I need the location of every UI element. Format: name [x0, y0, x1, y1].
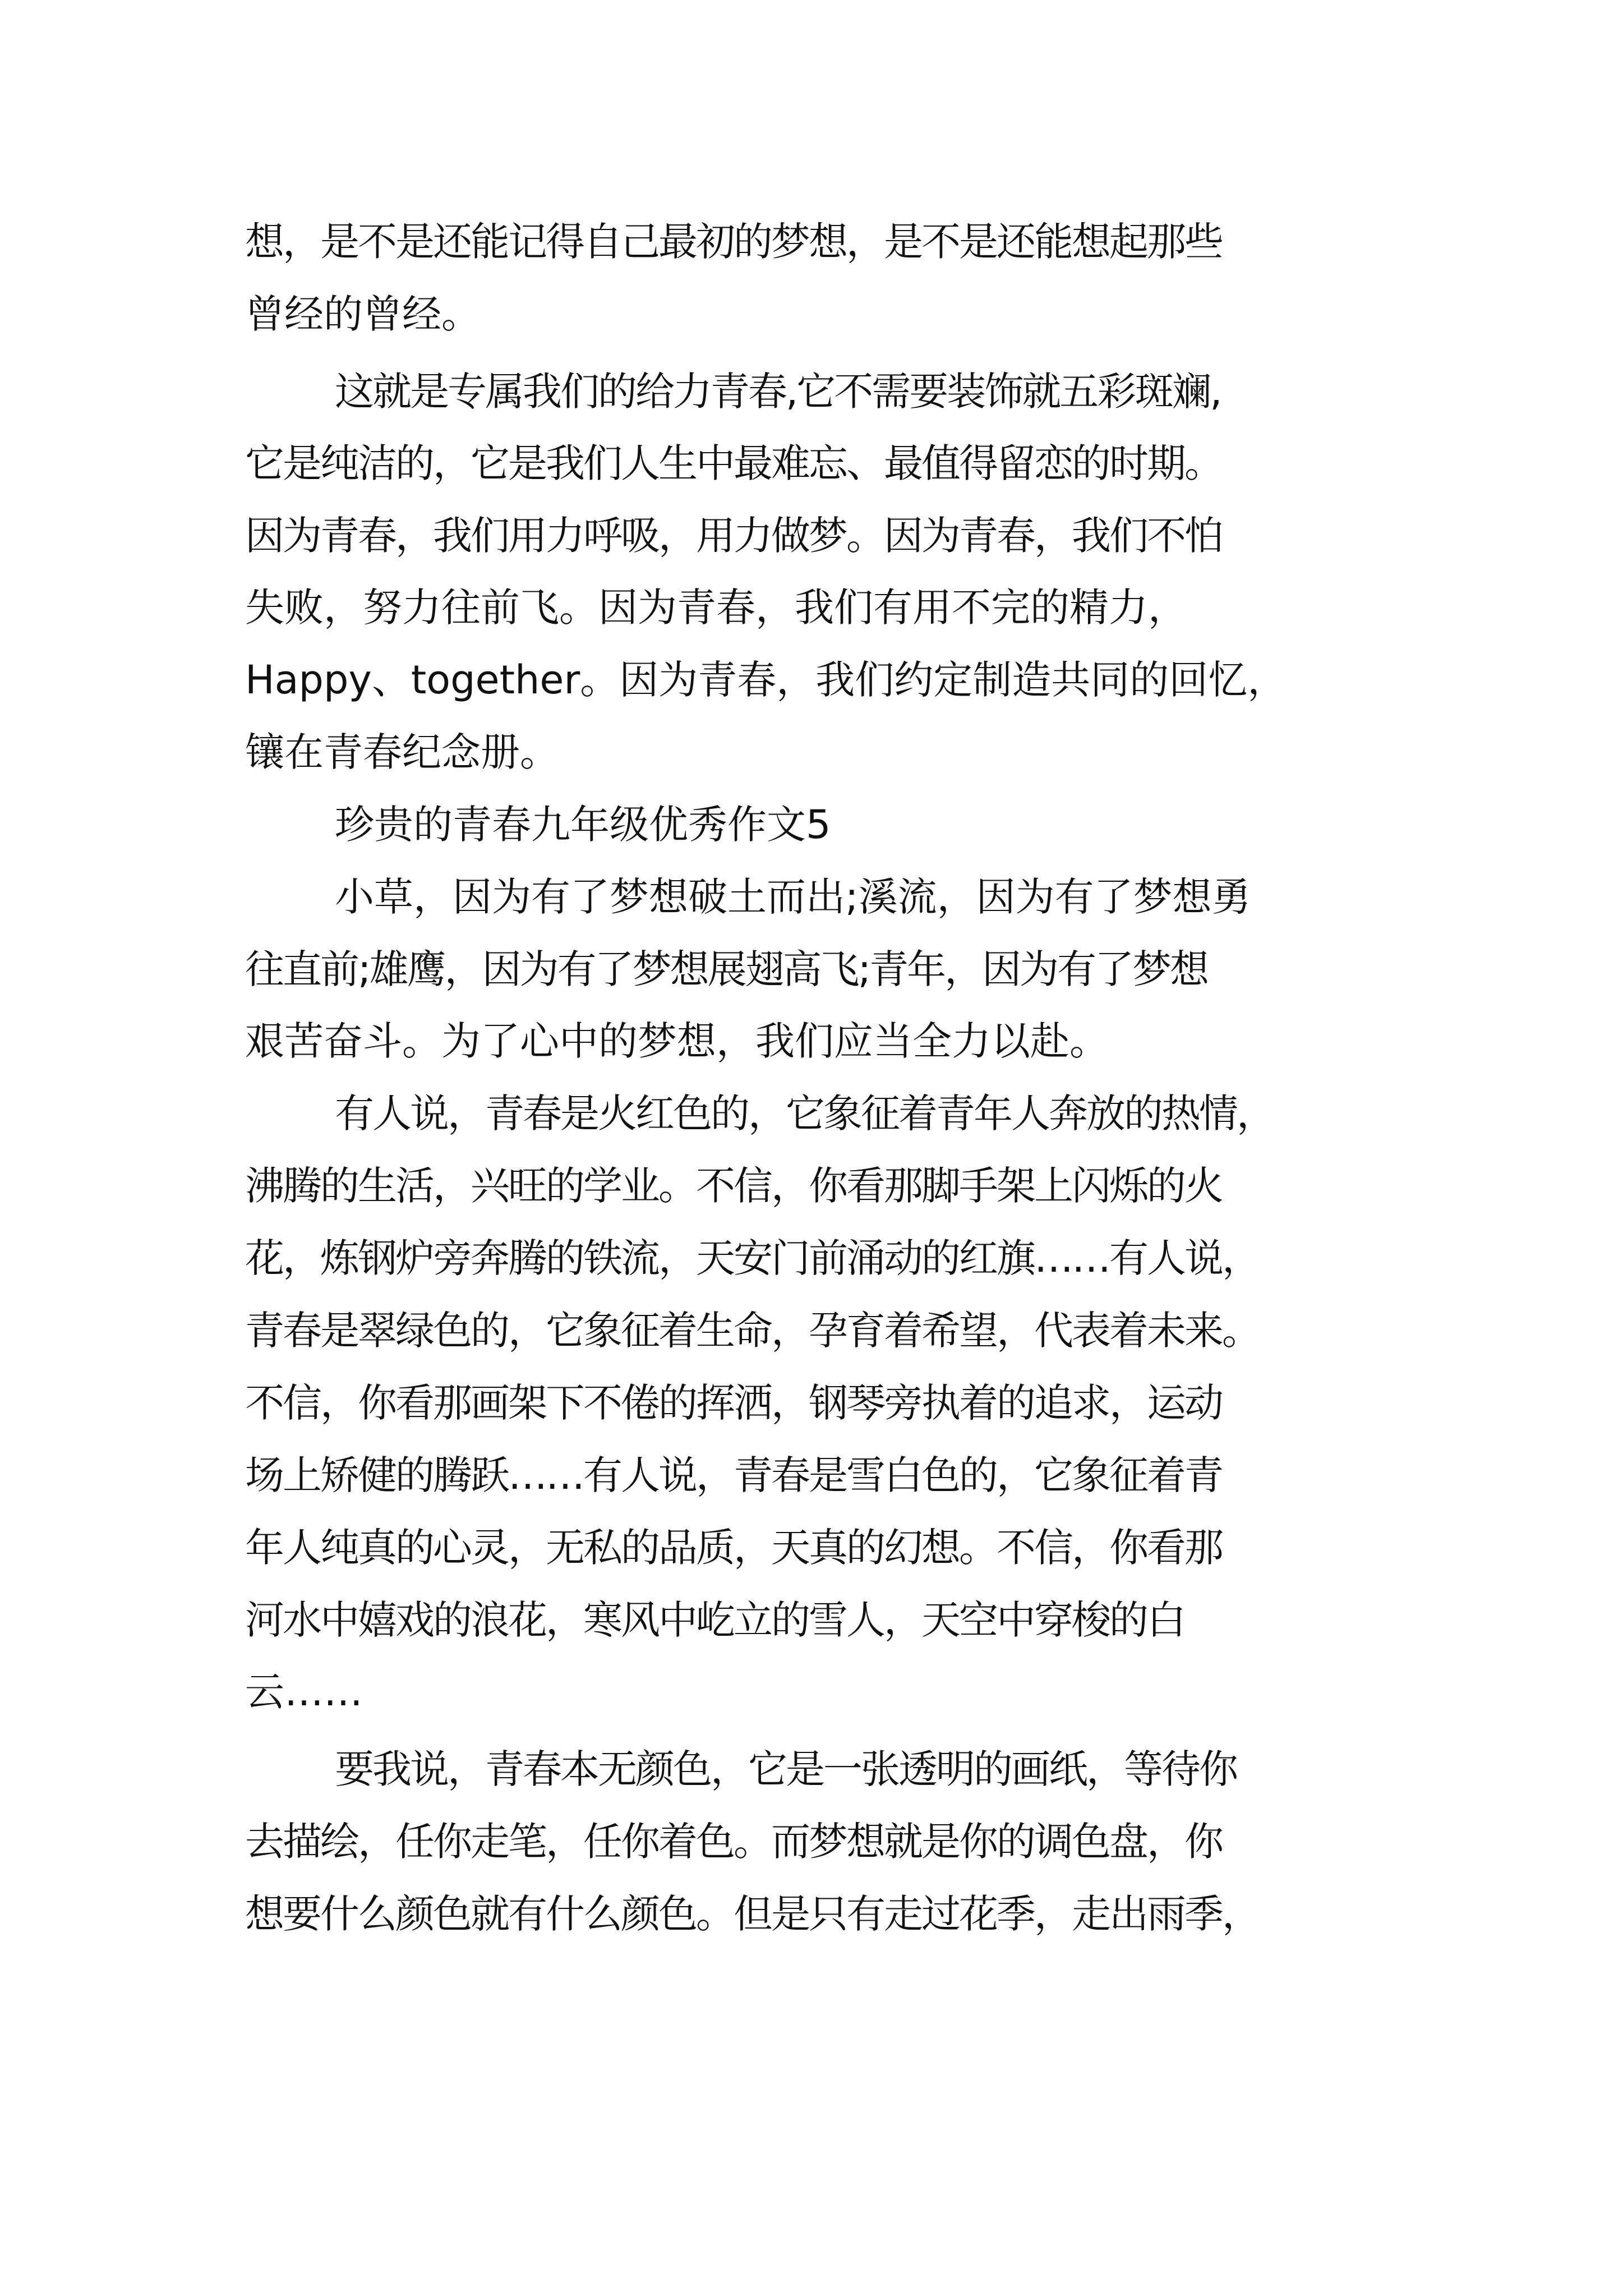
text-line: 因为青春，我们用力呼吸，用力做梦。因为青春，我们不怕: [245, 513, 1222, 559]
text-line: 失败，努力往前飞。因为青春，我们有用不完的精力，: [245, 585, 1187, 631]
text-line: 花，炼钢炉旁奔腾的铁流，天安门前涌动的红旗……有人说，: [245, 1235, 1260, 1281]
text-line: 年人纯真的心灵，无私的品质，天真的幻想。不信，你看那: [245, 1525, 1222, 1571]
text-line: 镶在青春纪念册。: [245, 729, 559, 775]
text-line: 想要什么颜色就有什么颜色。但是只有走过花季，走出雨季，: [245, 1891, 1260, 1937]
text-line: 小草，因为有了梦想破土而出;溪流，因为有了梦想勇: [335, 874, 1251, 920]
text-line: 它是纯洁的，它是我们人生中最难忘、最值得留恋的时期。: [245, 440, 1222, 486]
text-line: 青春是翠绿色的，它象征着生命，孕育着希望，代表着未来。: [245, 1308, 1260, 1354]
text-line: 场上矫健的腾跃……有人说，青春是雪白色的，它象征着青: [245, 1452, 1222, 1498]
text-line: Happy、together。因为青春，我们约定制造共同的回忆，: [245, 657, 1287, 703]
text-line: 往直前;雄鹰，因为有了梦想展翅高飞;青年，因为有了梦想: [245, 946, 1208, 992]
text-line: 要我说，青春本无颜色，它是一张透明的画纸，等待你: [335, 1746, 1237, 1792]
text-line: 河水中嬉戏的浪花，寒风中屹立的雪人，天空中穿梭的白: [245, 1597, 1184, 1643]
text-line: 去描绘，任你走笔，任你着色。而梦想就是你的调色盘，你: [245, 1819, 1222, 1865]
section-heading: 珍贵的青春九年级优秀作文5: [335, 802, 831, 848]
text-line: 这就是专属我们的给力青春,它不需要装饰就五彩斑斓,: [335, 369, 1221, 415]
text-line: 云……: [245, 1669, 363, 1715]
text-line: 想，是不是还能记得自己最初的梦想，是不是还能想起那些: [245, 219, 1222, 265]
text-line: 不信，你看那画架下不倦的挥洒，钢琴旁执着的追求，运动: [245, 1380, 1222, 1426]
text-line: 曾经的曾经。: [245, 291, 481, 337]
text-line: 有人说，青春是火红色的，它象征着青年人奔放的热情，: [335, 1091, 1274, 1137]
text-line: 艰苦奋斗。为了心中的梦想，我们应当全力以赴。: [245, 1018, 1109, 1064]
text-line: 沸腾的生活，兴旺的学业。不信，你看那脚手架上闪烁的火: [245, 1163, 1222, 1209]
